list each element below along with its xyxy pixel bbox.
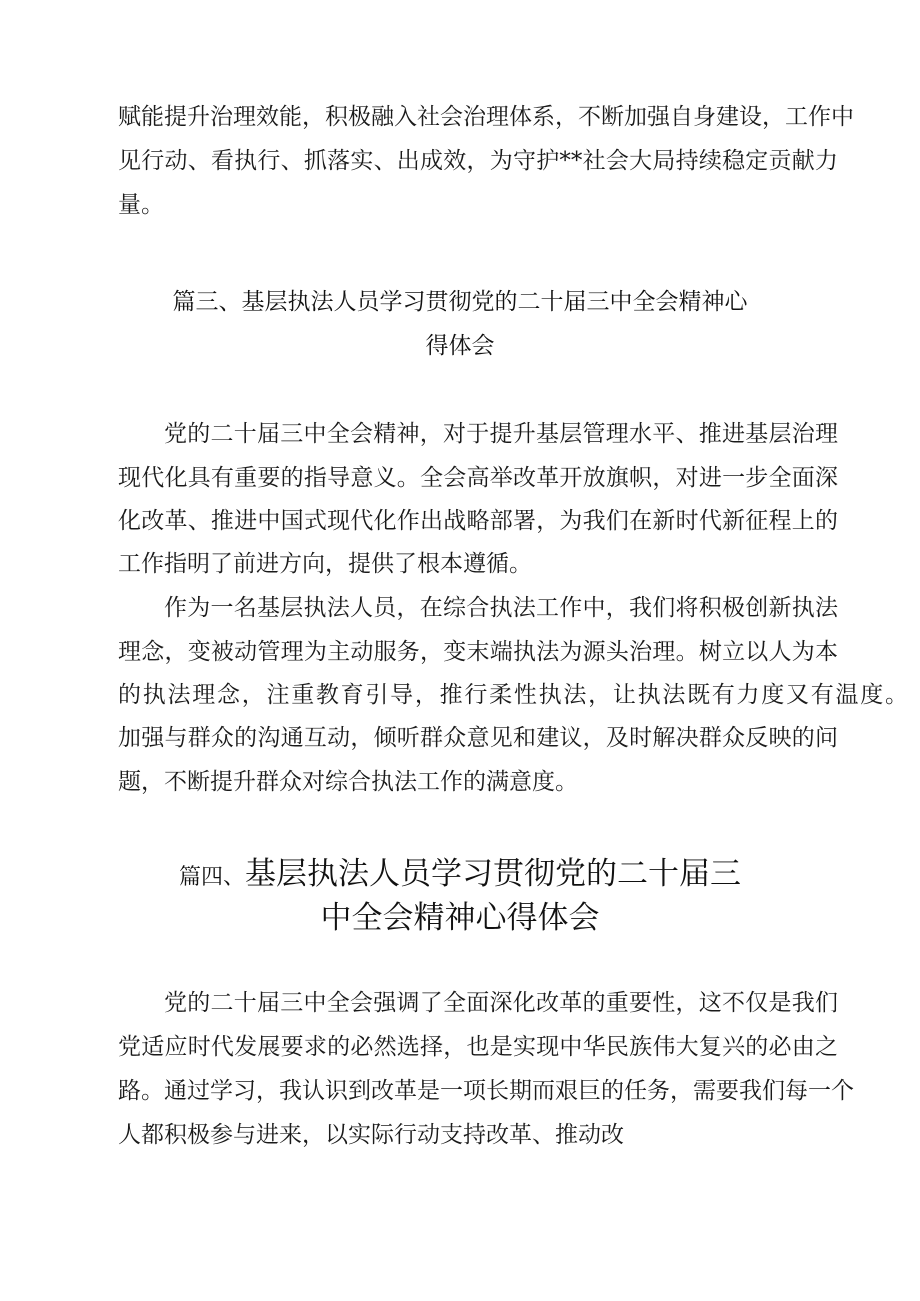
paragraph-line: 的执法理念，注重教育引导，推行柔性执法，让执法既有力度又有温度。 <box>118 682 908 708</box>
paragraph-line: 化改革、推进中国式现代化作出战略部署，为我们在新时代新征程上的 <box>118 508 838 534</box>
section-heading: 中全会精神心得体会 <box>320 900 600 936</box>
paragraph-line: 赋能提升治理效能，积极融入社会治理体系，不断加强自身建设，工作中 <box>118 104 854 130</box>
paragraph-line: 题，不断提升群众对综合执法工作的满意度。 <box>118 769 578 795</box>
paragraph-line: 作为一名基层执法人员，在综合执法工作中，我们将积极创新执法 <box>164 595 838 621</box>
section-heading-text: 基层执法人员学习贯彻党的二十届三 <box>245 856 741 892</box>
paragraph-line: 加强与群众的沟通互动，倾听群众意见和建议，及时解决群众反映的问 <box>118 725 838 751</box>
paragraph-line: 现代化具有重要的指导意义。全会高举改革开放旗帜，对进一步全面深 <box>118 465 838 491</box>
paragraph-line: 量。 <box>118 192 164 218</box>
paragraph-line: 工作指明了前进方向，提供了根本遵循。 <box>118 551 532 577</box>
paragraph-line: 见行动、看执行、抓落实、出成效，为守护**社会大局持续稳定贡献力 <box>118 148 838 174</box>
paragraph-line: 理念，变被动管理为主动服务，变末端执法为源头治理。树立以人为本 <box>118 639 838 665</box>
section-heading: 得体会 <box>425 333 495 359</box>
paragraph-line: 党的二十届三中全会精神，对于提升基层管理水平、推进基层治理 <box>164 421 838 447</box>
section-heading-prefix: 篇四、 <box>178 865 245 890</box>
section-heading: 篇三、基层执法人员学习贯彻党的二十届三中全会精神心 <box>172 289 748 315</box>
paragraph-line: 党的二十届三中全会强调了全面深化改革的重要性，这不仅是我们 <box>164 990 838 1016</box>
paragraph-line: 人都积极参与进来，以实际行动支持改革、推动改 <box>118 1122 624 1148</box>
paragraph-line: 路。通过学习，我认识到改革是一项长期而艰巨的任务，需要我们每一个 <box>118 1078 854 1104</box>
paragraph-line: 党适应时代发展要求的必然选择，也是实现中华民族伟大复兴的必由之 <box>118 1034 838 1060</box>
section-heading <box>0 854 920 898</box>
